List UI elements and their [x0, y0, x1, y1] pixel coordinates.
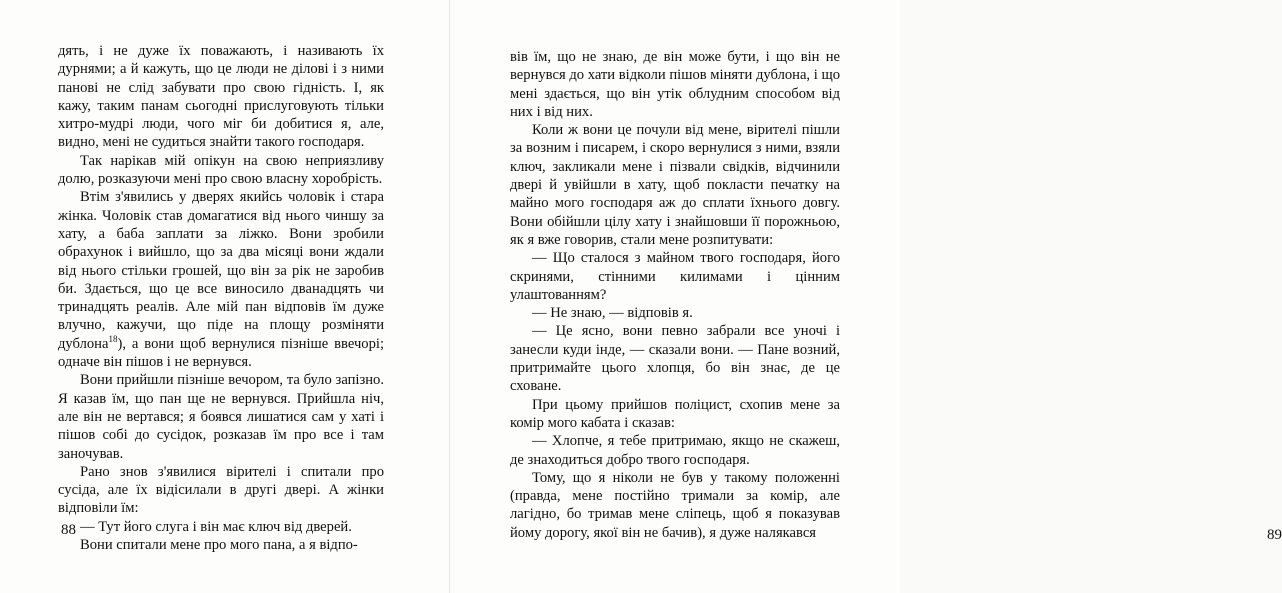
- paragraph: — Тут його слуга і він має ключ від дверей.: [80, 518, 352, 535]
- paragraph-text: Втім з'явились у дверях якийсь чоловік і стара жінка. Чоловік став домагатися від нього чиншу за хату, а баба заплати за ліжко. Вони зробили обрахунок і вийшло, що за два місяці вони ждали від нього стільки грошей, що він за рік не заробив би. Здається, що це все виносило дванадцять чи тринадцять реалів. Але мій пан відповів їм дуже влучно, кажучи, що піде на площу розміняти дублона: [58, 189, 384, 352]
- paragraph-text: ), а вони щоб вернулися пізніше ввечорі; одначе він пішов і не вернувся.: [58, 335, 384, 371]
- paragraph: вів їм, що не знаю, де він може бути, і що він не вернувся до хати відколи пішов міняти дублона, і що мені здається, що він утік облудним способом від них і від них.: [510, 49, 840, 120]
- paragraph: При цьому прийшов поліцист, схопив мене за комір мого кабата і сказав:: [510, 396, 840, 431]
- paragraph: Рано знов з'явилися вірителі і спитали про сусіда, але їх відісилали в другі двері. А жінки відповіли їм:: [58, 463, 384, 517]
- paragraph: Вони спитали мене про мого пана, а я відпо-: [80, 537, 358, 554]
- paragraph: дять, і не дуже їх поважають, і називають їх дурнями; а й кажуть, що це люди не ділові і з ними панові не слід забувати про свою гідність. І, як кажу, таким панам сьогодні прислуговують тільки хитро-мудрі люди, чого міг би добитися я, але, видно, мені не судиться знайти такого господаря.: [58, 43, 384, 151]
- paragraph: — Що сталося з майном твого господаря, його скринями, стінними килимами і цінним улаштованням?: [510, 250, 840, 303]
- right-page: [450, 0, 1282, 593]
- paragraph: Вони прийшли пізніше вечором, та було запізно. Я казав їм, що пан ще не вернувся. Прийшла ніч, але він не вертався; я боявся лишатися сам у хаті і пішов собі до сусідок, розказав їм про все і там заночував.: [58, 372, 384, 462]
- paragraph: Так нарікав мій опікун на свою неприязливу долю, розказуючи мені про свою власну хоробрість.: [58, 152, 384, 188]
- paragraph: — Хлопче, я тебе притримаю, якщо не скажеш, де знаходиться добро твого господаря.: [510, 433, 840, 468]
- paragraph: — Не знаю, — відповів я.: [532, 305, 693, 322]
- paragraph: Тому, що я ніколи не був у такому положенні (правда, мене постійно тримали за комір, але лагідно, бо тримав мене сліпець, щоб я показував йому дорогу, якої він не бачив), я дуже налякався: [510, 469, 840, 541]
- paragraph: Коли ж вони це почули від мене, вірителі пішли за возним і писарем, і скоро вернулися з ними, взяли ключ, закликали мене і пізвали свідків, відчинили двері й увійшли в хату, щоб покласти печатку на майно мого господаря аж до сплати їхнього довгу. Вони обійшли цілу хату і знайшовши її порожньою, як я вже говорив, стали мене розпитувати:: [510, 122, 840, 248]
- right-page-text: [510, 48, 840, 542]
- paragraph: — Це ясно, вони певно забрали все уночі і занесли куди інде, — сказали вони. — Пане возний, притримайте цього хлопця, бо він знає, де це сховане.: [510, 323, 840, 395]
- footnote-reference: 18: [108, 333, 118, 344]
- left-page-text: [58, 42, 384, 554]
- paragraph: [58, 188, 384, 371]
- left-page: [0, 0, 450, 593]
- page-number: 89: [1267, 527, 1282, 543]
- page-number: 88: [61, 522, 76, 538]
